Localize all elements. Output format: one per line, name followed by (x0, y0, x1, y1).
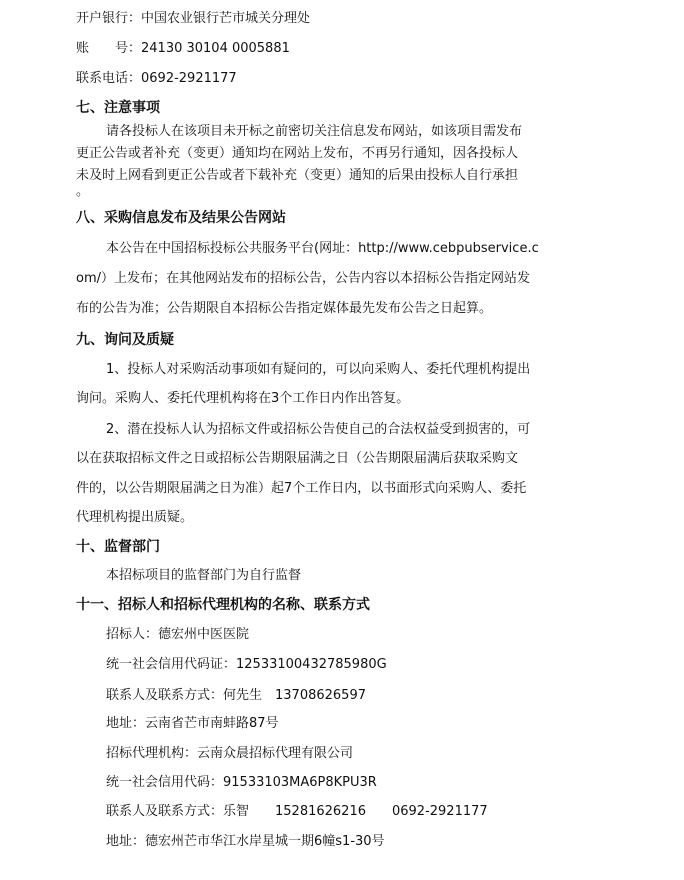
agency-credit-code: 统一社会信用代码：91533103MA6P8KPU3R (106, 775, 377, 790)
inquiry-line-4: 以在获取招标文件之日或招标公告期限届满之日（公告期限届满后获取采购文 (76, 451, 519, 466)
section-heading-notes: 七、注意事项 (76, 100, 160, 116)
notes-line-1: 请各投标人在该项目未开标之前密切关注信息发布网站，如该项目需发布 (106, 124, 523, 139)
publication-line-3: 布的公告为准；公告期限自本招标公告指定媒体最先发布公告之日起算。 (76, 301, 493, 316)
tenderer-credit-code: 统一社会信用代码证：12533100432785980G (106, 657, 387, 672)
agency-address: 地址：德宏州芒市华江水岸星城一期6幢s1-30号 (106, 834, 385, 849)
inquiry-line-3: 2、潜在投标人认为招标文件或招标公告使自己的合法权益受到损害的，可 (106, 422, 531, 437)
agency-contact: 联系人及联系方式：乐智 15281626216 0692-2921177 (106, 804, 488, 819)
notes-line-4: 。 (76, 184, 90, 199)
notes-line-3: 未及时上网看到更正公告或者下载补充（变更）通知的后果由投标人自行承担 (76, 168, 519, 183)
tenderer-name: 招标人：德宏州中医医院 (106, 627, 250, 642)
contact-phone-line: 联系电话：0692-2921177 (76, 71, 237, 86)
inquiry-line-5: 件的，以公告期限届满之日为准）起7个工作日内，以书面形式向采购人、委托 (76, 481, 527, 496)
publication-line-1: 本公告在中国招标投标公共服务平台(网址：http://www.cebpubservice.c (106, 241, 539, 256)
account-number-line: 账 号：24130 30104 0005881 (76, 41, 290, 56)
tenderer-address: 地址：云南省芒市南蚌路87号 (106, 716, 279, 731)
supervision-line-1: 本招标项目的监督部门为自行监督 (106, 568, 302, 583)
bank-name-line: 开户银行：中国农业银行芒市城关分理处 (76, 11, 311, 26)
agency-name: 招标代理机构：云南众晨招标代理有限公司 (106, 746, 354, 761)
inquiry-line-1: 1、投标人对采购活动事项如有疑问的，可以向采购人、委托代理机构提出 (106, 362, 531, 377)
section-heading-inquiry: 九、询问及质疑 (76, 332, 174, 348)
publication-line-2: om/）上发布；在其他网站发布的招标公告，公告内容以本招标公告指定网站发 (76, 271, 530, 286)
inquiry-line-2: 询问。采购人、委托代理机构将在3个工作日内作出答复。 (76, 391, 410, 406)
notes-line-2: 更正公告或者补充（变更）通知均在网站上发布，不再另行通知，因各投标人 (76, 146, 519, 161)
section-heading-contacts: 十一、招标人和招标代理机构的名称、联系方式 (76, 597, 370, 613)
tenderer-contact: 联系人及联系方式：何先生 13708626597 (106, 688, 366, 703)
section-heading-publication: 八、采购信息发布及结果公告网站 (76, 210, 286, 226)
section-heading-supervision: 十、监督部门 (76, 539, 160, 555)
inquiry-line-6: 代理机构提出质疑。 (76, 510, 194, 525)
